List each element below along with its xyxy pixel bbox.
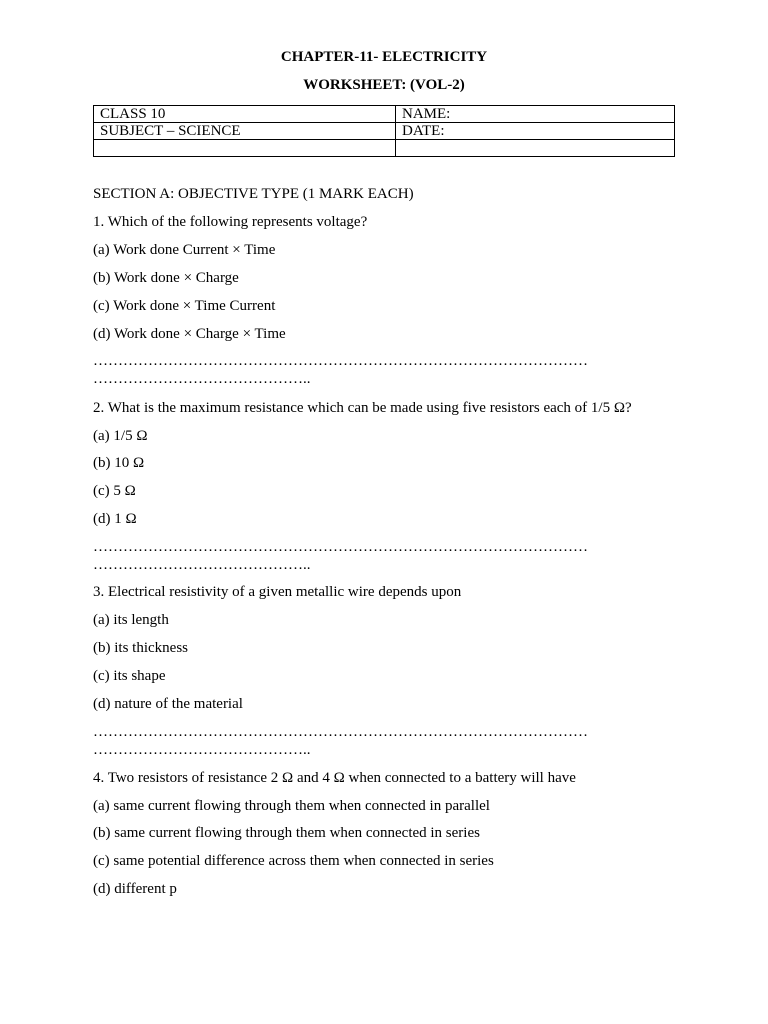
question-4-option-d: (d) different p <box>93 881 177 897</box>
student-info-table <box>93 105 675 157</box>
question-1-option-b: (b) Work done × Charge <box>93 270 239 286</box>
question-2-option-a: (a) 1/5 Ω <box>93 428 148 444</box>
empty-cell <box>396 140 675 157</box>
question-3-text: 3. Electrical resistivity of a given metallic wire depends upon <box>93 584 462 600</box>
question-2-option-b: (b) 10 Ω <box>93 455 145 471</box>
worksheet-title: WORKSHEET: (VOL-2) <box>303 77 465 93</box>
question-4-option-b: (b) same current flowing through them when connected in series <box>93 825 480 841</box>
question-4-text: 4. Two resistors of resistance 2 Ω and 4 Ω when connected to a battery will have <box>93 770 576 786</box>
question-2-text: 2. What is the maximum resistance which can be made using five resistors each of 1/5 Ω? <box>93 400 632 416</box>
answer-line: …………………………………….. <box>93 742 311 758</box>
section-heading: SECTION A: OBJECTIVE TYPE (1 MARK EACH) <box>93 186 414 202</box>
question-2-option-c: (c) 5 Ω <box>93 483 136 499</box>
subject-cell: SUBJECT – SCIENCE <box>94 123 396 140</box>
question-3-option-a: (a) its length <box>93 612 169 628</box>
empty-cell <box>94 140 396 157</box>
question-4-option-c: (c) same potential difference across them when connected in series <box>93 853 494 869</box>
question-3-option-b: (b) its thickness <box>93 640 188 656</box>
question-3-option-d: (d) nature of the material <box>93 696 243 712</box>
answer-line: …………………………………….. <box>93 557 311 573</box>
chapter-title: CHAPTER-11- ELECTRICITY <box>280 49 488 65</box>
table-row <box>94 140 675 157</box>
name-cell: NAME: <box>396 106 675 123</box>
question-4-option-a: (a) same current flowing through them when connected in parallel <box>93 798 490 814</box>
table-row <box>94 106 675 123</box>
question-1-text: 1. Which of the following represents voltage? <box>93 214 368 230</box>
question-1-option-c: (c) Work done × Time Current <box>93 298 276 314</box>
answer-line: ……………………………………………………………………………………… <box>93 353 588 369</box>
answer-line: ……………………………………………………………………………………… <box>93 724 588 740</box>
question-1-option-d: (d) Work done × Charge × Time <box>93 326 286 342</box>
table-row <box>94 123 675 140</box>
question-1-option-a: (a) Work done Current × Time <box>93 242 276 258</box>
date-cell: DATE: <box>396 123 675 140</box>
answer-line: ……………………………………………………………………………………… <box>93 539 588 555</box>
question-2-option-d: (d) 1 Ω <box>93 511 137 527</box>
class-cell: CLASS 10 <box>94 106 396 123</box>
question-3-option-c: (c) its shape <box>93 668 166 684</box>
answer-line: …………………………………….. <box>93 371 311 387</box>
